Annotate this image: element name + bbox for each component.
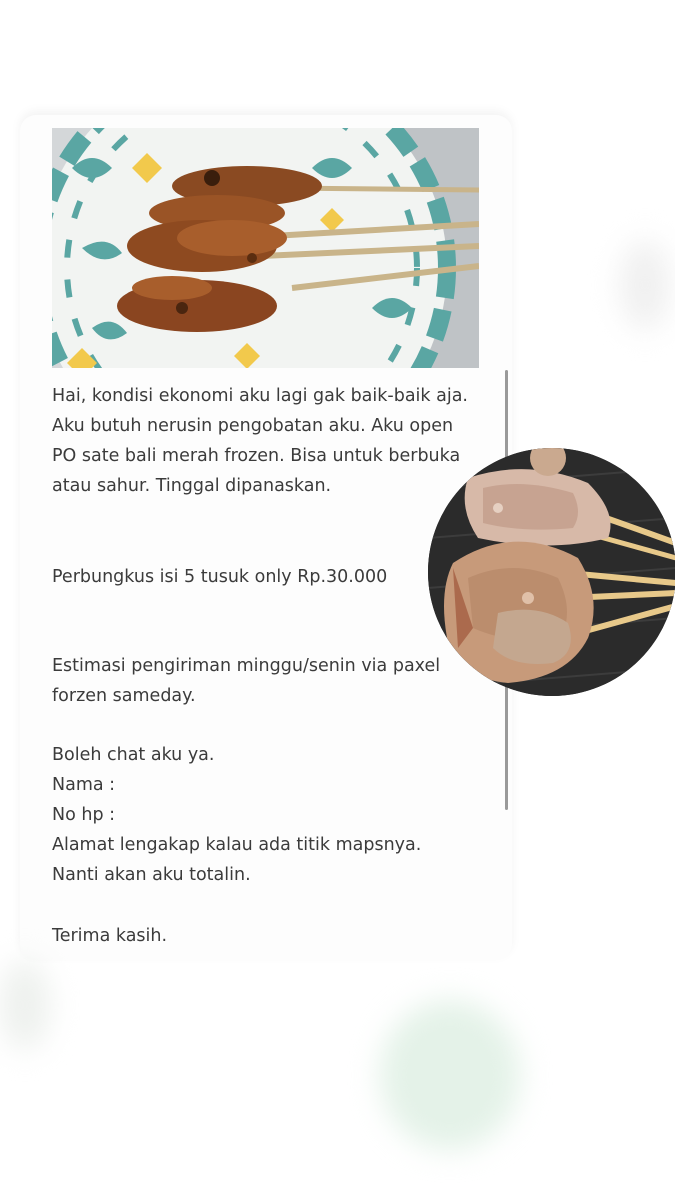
- frozen-sate-photo: [428, 448, 675, 696]
- faded-background-shape: [620, 240, 670, 330]
- faded-background-shape: [380, 1000, 520, 1150]
- sate-photo-illustration: [52, 128, 479, 368]
- caption-intro: Hai, kondisi ekonomi aku lagi gak baik-baik aja. Aku butuh nerusin pengobatan aku. Aku open PO sate bali merah frozen. Bisa untuk berbuka atau sahur. Tinggal dipanaskan.: [52, 386, 468, 496]
- caption-price: Perbungkus isi 5 tusuk only Rp.30.000: [52, 567, 388, 587]
- sate-photo: [52, 128, 479, 368]
- caption-order-details: Boleh chat aku ya. Nama : No hp : Alamat lengakap kalau ada titik mapsnya. Nanti akan aku totalin.: [52, 745, 422, 885]
- caption-shipping: Estimasi pengiriman minggu/senin via paxel forzen sameday.: [52, 656, 441, 706]
- frozen-sate-illustration: [428, 448, 675, 696]
- caption-thanks: Terima kasih.: [52, 926, 168, 946]
- faded-background-shape: [0, 960, 50, 1050]
